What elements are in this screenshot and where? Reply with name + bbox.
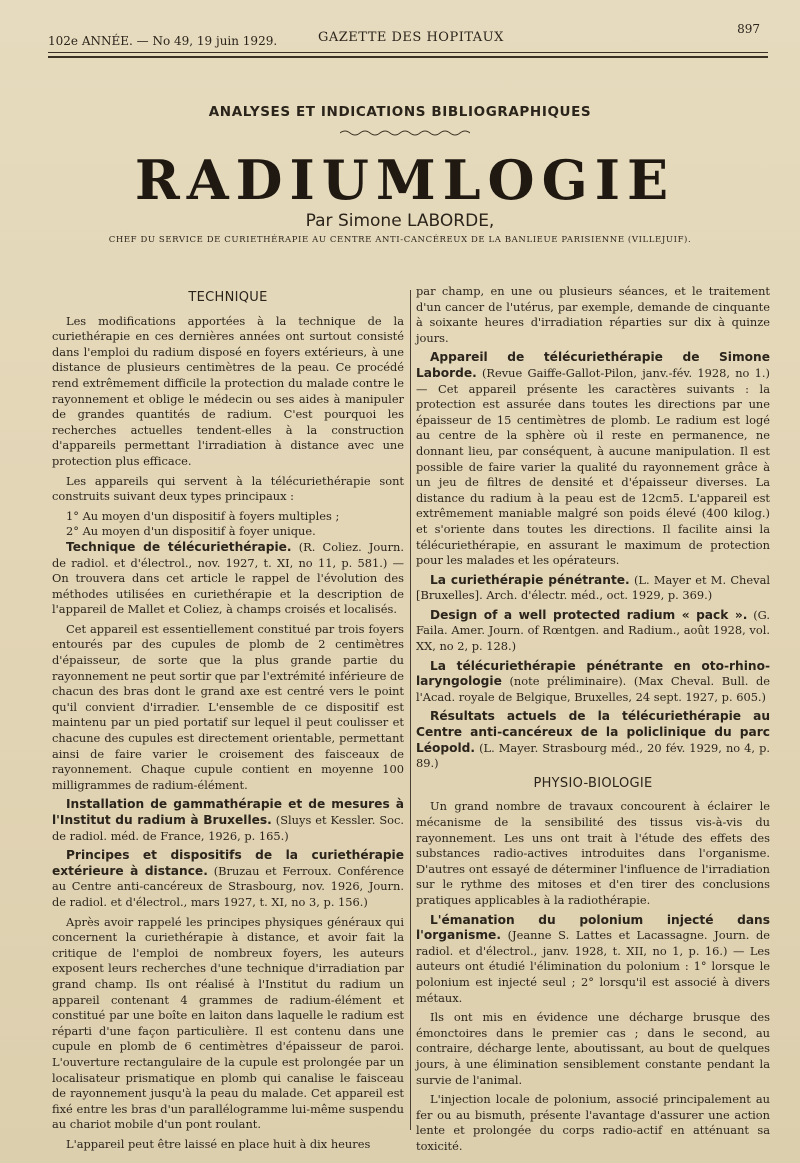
continued-paragraph: par champ, en une ou plusieurs séances, et le traitement d'un cancer de l'utérus, par exemple, demande de cinquante à soixante heures d'irradiation réparties sur dix à quinze jours. — [416, 284, 770, 345]
reference-entry — [52, 797, 404, 844]
header-rule-thin — [48, 52, 768, 53]
reference-title: Design of a well protected radium « pack ». — [430, 607, 748, 622]
intro-paragraph-1: Les modifications apportées à la technique de la curiethérapie en ces dernières années ont surtout consisté dans l'emploi du radium disposé en foyers extérieurs, à une distance de plusieurs centimètres de la peau. Ce procédé rend extrêmement difficile la protection du malade contre le rayonnement et oblige le médecin ou ses aides à manipuler de grandes quantités de radium. C'est pourquoi les recherches actuelles tendent-elles à la construction d'appareils permettant l'irradiation à distance avec une protection plus efficace. — [52, 313, 404, 468]
reference-entry — [416, 608, 770, 655]
reference-entry — [416, 350, 770, 568]
reference-entry — [52, 540, 404, 618]
reference-citation: (L. Mayer. Strasbourg méd., 20 fév. 1929, no 4, p. 89.) — [416, 740, 771, 771]
reference-body: L'appareil peut être laissé en place huit à dix heures — [66, 1136, 371, 1151]
reference-citation: (Bruzau et Ferroux. Conférence au Centre anti-cancéreux de Strasbourg, nov. 1926, Journ. de radiol. et d'électrol., mars 1927, t. XI, no 3, p. 156.) — [52, 863, 404, 909]
header-rule-thick — [48, 56, 768, 58]
reference-entry — [416, 913, 770, 1007]
reference-body: Ils ont mis en évidence une décharge brusque des émonctoires dans le premier cas ; dans le second, au contraire, décharge lente, aboutissant, au bout de quelques jours, à une élimination sensiblement constante pendant la survie de l'animal. — [416, 1010, 770, 1087]
reference-title: Installation de gammathérapie et de mesures à l'Institut du radium à Bruxelles. — [52, 797, 404, 827]
physio-heading: PHYSIO-BIOLOGIE — [533, 775, 653, 791]
reference-citation: (Jeanne S. Lattes et Lacassagne. Journ. de radiol. et d'électrol., janv. 1928, t. XII, no 1, p. 16.) — Les auteurs ont étudié l'élimination du polonium : 1° lorsque le polonium est injecté seul ; 2° lorsqu'il est associé à divers métaux. — [416, 928, 770, 1005]
reference-title: La curiethérapie pénétrante. — [430, 572, 630, 587]
reference-citation: (Sluys et Kessler. Soc. de radiol. méd. de France, 1926, p. 165.) — [52, 813, 404, 843]
reference-citation: (G. Faila. Amer. Journ. of Rœntgen. and Radium., août 1928, vol. XX, no 2, p. 128.) — [416, 607, 770, 654]
physio-paragraph: Un grand nombre de travaux concourent à éclairer le mécanisme de la sensibilité des tissus vis-à-vis du rayonnement. Les uns ont trait à l'étude des effets des substances radio-actives introduites dans l'organisme. D'autres ont essayé de déterminer l'influence de l'irradiation sur le rythme des mitoses et d'en tirer des conclusions pratiques applicables à la radiothérapie. — [416, 799, 770, 907]
reference-body: L'injection locale de polonium, associé principalement au fer ou au bismuth, présente l'avantage d'assurer une action lente et prolongée du corps radio-actif en atténuant sa toxicité. — [416, 1092, 770, 1153]
reference-entry — [416, 573, 770, 604]
ornament-divider — [340, 128, 470, 138]
reference-title: Technique de télécuriethérapie. — [66, 539, 292, 554]
list-item: 1° Au moyen d'un dispositif à foyers multiples ; — [66, 508, 340, 523]
page-number: 897 — [737, 22, 760, 36]
reference-entry — [52, 848, 404, 910]
device-types-list — [52, 509, 404, 540]
reference-title: L'émanation du polonium injecté dans l'organisme. — [416, 912, 770, 943]
reference-citation: (L. Mayer et M. Cheval [Bruxelles]. Arch. d'électr. méd., oct. 1929, p. 369.) — [416, 572, 770, 603]
reference-title: Appareil de télécuriethérapie de Simone Laborde. — [416, 350, 770, 380]
reference-title: Résultats actuels de la télécuriethérapie au Centre anti-cancéreux de la policlinique du parc Léopold. — [416, 709, 770, 755]
author-affiliation: CHEF DU SERVICE DE CURIETHÉRAPIE AU CENTRE ANTI-CANCÉREUX DE LA BANLIEUE PARISIENNE (VILLEJUIF). — [108, 235, 692, 245]
list-item: 2° Au moyen d'un dispositif à foyer unique. — [66, 524, 316, 539]
reference-citation: (Revue Gaiffe-Gallot-Pilon, janv.-fév. 1928, no 1.) — Cet appareil présente les caractères suivants : la protection est assurée dans toutes les directions par une épaisseur de 15 centimètres de plomb. Le radium est logé au centre de la sphère où il reste en permanence, ne donnant lieu, par conséquent, à aucune manipulation. Il est possible de faire varier la qualité du rayonnement grâce à un jeu de filtres de densité et d'épaisseur diverses. La distance du radium à la peau est de 12cm5. L'appareil est extrêmement maniable malgré son poids élevé (400 kilog.) et s'oriente dans toutes les directions. Il facilite ainsi la télécuriethérapie, en assurant le maximum de protection pour les malades et les opérateurs. — [416, 365, 770, 568]
journal-name: GAZETTE DES HOPITAUX — [318, 30, 504, 45]
reference-entry — [416, 709, 770, 771]
section-title: ANALYSES ET INDICATIONS BIBLIOGRAPHIQUES — [208, 104, 592, 120]
reference-entry — [416, 659, 770, 706]
issue-info: 102e ANNÉE. — No 49, 19 juin 1929. — [48, 34, 278, 48]
author-line: Par Simone LABORDE, — [305, 211, 495, 231]
right-column — [416, 284, 770, 1158]
left-column — [52, 288, 404, 1156]
technique-heading: TECHNIQUE — [188, 290, 268, 305]
reference-body: Cet appareil est essentiellement constitué par trois foyers entourés par des cupules de plomb de 2 centimètres d'épaisseur, de sorte que la plus grande partie du rayonnement ne peut sortir que par l'extrémité inférieure de chacun des bras dont le grand axe est centré vers le point qu'il convient d'irradier. L'ensemble de ce dispositif est maintenu par un pied portatif sur lequel il peut coulisser et chacune des cupules est directement orientable, permettant ainsi de faire varier le croisement des faisceaux de rayonnement. Chaque cupule contient en moyenne 100 milligrammes de radium-élément. — [52, 621, 404, 792]
reference-title: La télécuriethérapie pénétrante en oto-rhino-laryngologie — [416, 658, 770, 689]
intro-paragraph-2: Les appareils qui servent à la télécuriethérapie sont construits suivant deux types principaux : — [52, 473, 404, 504]
reference-citation: (note préliminaire). (Max Cheval. Bull. de l'Acad. royale de Belgique, Bruxelles, 24 sept. 1927, p. 605.) — [416, 674, 770, 704]
reference-title: Principes et dispositifs de la curiethérapie extérieure à distance. — [52, 848, 404, 878]
column-divider — [410, 290, 411, 1130]
reference-citation: (R. Coliez. Journ. de radiol. et d'électrol., nov. 1927, t. XI, no 11, p. 581.) — On trouvera dans cet article le rappel de l'évolution des méthodes utilisées en curiethérapie et la description de l'appareil de Mallet et Coliez, à champs croisés et localisés. — [52, 539, 405, 617]
reference-body: Après avoir rappelé les principes physiques généraux qui concernent la curiethérapie à distance, et avoir fait la critique de l'emploi de nombreux foyers, les auteurs exposent leurs recherches d'une technique d'irradiation par grand champ. Ils ont réalisé à l'Institut du radium un appareil contenant 4 grammes de radium-élément et constitué par une boîte en laiton dans laquelle le radium est réparti d'une façon particulière. Il est contenu dans une cupule en plomb de 6 centimètres d'épaisseur de paroi. L'ouverture rectangulaire de la cupule est prolongée par un localisateur prismatique en plomb qui canalise le faisceau de rayonnement jusqu'à la peau du malade. Cet appareil est fixé entre les bras d'un parallélogramme lui-même suspendu au chariot mobile d'un pont roulant. — [52, 914, 404, 1132]
main-title: RADIUMLOGIE — [134, 148, 676, 212]
